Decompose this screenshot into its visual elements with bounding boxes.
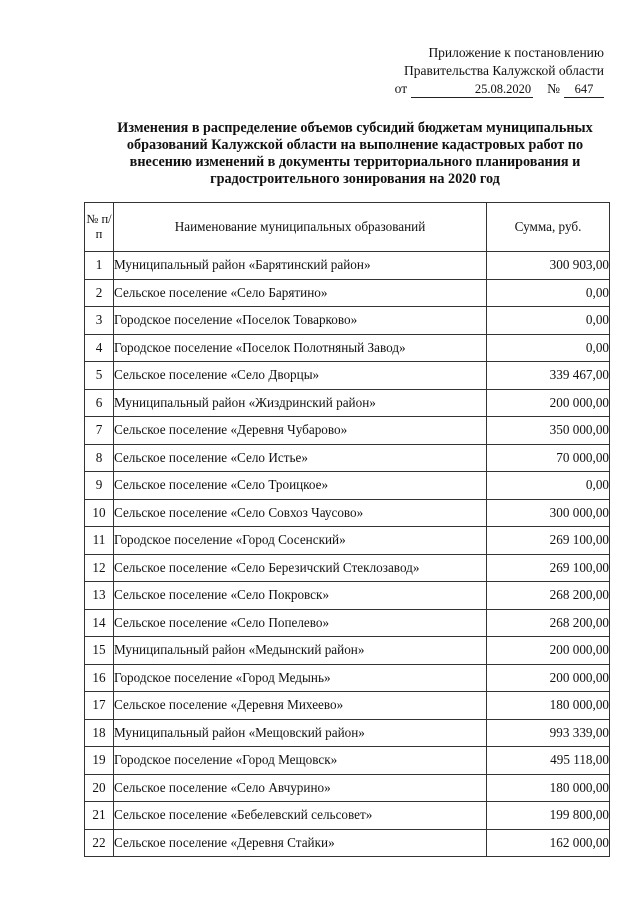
subsidy-amount: 300 000,00	[487, 499, 610, 527]
table-row	[85, 664, 610, 692]
column-header-name: Наименование муниципальных образований	[114, 203, 487, 252]
subsidy-amount: 200 000,00	[487, 637, 610, 665]
table-body	[85, 252, 610, 857]
municipality-name: Сельское поселение «Село Покровск»	[114, 582, 487, 610]
subsidy-amount: 0,00	[487, 307, 610, 335]
row-number: 20	[85, 774, 114, 802]
municipality-name: Городское поселение «Поселок Полотняный Завод»	[114, 334, 487, 362]
column-header-number: № п/п	[85, 203, 114, 252]
table-row	[85, 829, 610, 857]
row-number: 16	[85, 664, 114, 692]
row-number: 10	[85, 499, 114, 527]
municipality-name: Муниципальный район «Жиздринский район»	[114, 389, 487, 417]
column-header-sum: Сумма, руб.	[487, 203, 610, 252]
table-row	[85, 472, 610, 500]
table-row	[85, 252, 610, 280]
subsidy-amount: 350 000,00	[487, 417, 610, 445]
municipality-name: Сельское поселение «Бебелевский сельсовет»	[114, 802, 487, 830]
subsidy-amount: 268 200,00	[487, 582, 610, 610]
municipality-name: Сельское поселение «Село Истье»	[114, 444, 487, 472]
table-row	[85, 802, 610, 830]
municipality-name: Сельское поселение «Село Дворцы»	[114, 362, 487, 390]
appendix-header	[364, 44, 604, 98]
municipality-name: Сельское поселение «Деревня Михеево»	[114, 692, 487, 720]
subsidy-amount: 0,00	[487, 334, 610, 362]
municipality-name: Муниципальный район «Медынский район»	[114, 637, 487, 665]
subsidy-amount: 200 000,00	[487, 389, 610, 417]
subsidy-amount: 200 000,00	[487, 664, 610, 692]
appendix-line-2: Правительства Калужской области	[403, 63, 604, 78]
municipality-name: Городское поселение «Город Медынь»	[114, 664, 487, 692]
municipality-name: Городское поселение «Город Сосенский»	[114, 527, 487, 555]
row-number: 4	[85, 334, 114, 362]
row-number: 6	[85, 389, 114, 417]
table-row	[85, 279, 610, 307]
subsidy-amount: 300 903,00	[487, 252, 610, 280]
table-row	[85, 719, 610, 747]
row-number: 15	[85, 637, 114, 665]
municipality-name: Муниципальный район «Барятинский район»	[114, 252, 487, 280]
row-number: 2	[85, 279, 114, 307]
row-number: 13	[85, 582, 114, 610]
subsidy-amount: 495 118,00	[487, 747, 610, 775]
table-row	[85, 692, 610, 720]
subsidy-amount: 199 800,00	[487, 802, 610, 830]
row-number: 12	[85, 554, 114, 582]
municipality-name: Сельское поселение «Деревня Стайки»	[114, 829, 487, 857]
table-row	[85, 444, 610, 472]
table-row	[85, 334, 610, 362]
municipality-name: Городское поселение «Поселок Товарково»	[114, 307, 487, 335]
row-number: 7	[85, 417, 114, 445]
table-row	[85, 609, 610, 637]
row-number: 8	[85, 444, 114, 472]
document-title: Изменения в распределение объемов субсидий бюджетам муниципальных образований Калужской области на выполнение кадастровых работ по внесению изменений в документы территориального планирования и градостроительного зонирования на 2020 год	[117, 120, 593, 187]
ot-label: от	[394, 81, 408, 96]
table-row	[85, 637, 610, 665]
table-row	[85, 747, 610, 775]
row-number: 3	[85, 307, 114, 335]
subsidy-amount: 180 000,00	[487, 692, 610, 720]
subsidy-amount: 339 467,00	[487, 362, 610, 390]
municipality-name: Сельское поселение «Село Попелево»	[114, 609, 487, 637]
table-row	[85, 307, 610, 335]
municipality-name: Сельское поселение «Село Троицкое»	[114, 472, 487, 500]
row-number: 9	[85, 472, 114, 500]
subsidy-amount: 268 200,00	[487, 609, 610, 637]
subsidy-amount: 0,00	[487, 472, 610, 500]
municipality-name: Городское поселение «Город Мещовск»	[114, 747, 487, 775]
table-row	[85, 499, 610, 527]
row-number: 19	[85, 747, 114, 775]
municipality-name: Сельское поселение «Деревня Чубарово»	[114, 417, 487, 445]
municipality-name: Сельское поселение «Село Березичский Стеклозавод»	[114, 554, 487, 582]
subsidy-amount: 269 100,00	[487, 527, 610, 555]
municipality-name: Муниципальный район «Мещовский район»	[114, 719, 487, 747]
appendix-date-line	[364, 80, 604, 98]
number-sign: №	[547, 81, 560, 96]
subsidies-table	[84, 202, 610, 857]
subsidy-amount: 0,00	[487, 279, 610, 307]
municipality-name: Сельское поселение «Село Совхоз Чаусово»	[114, 499, 487, 527]
resolution-date: 25.08.2020	[411, 82, 533, 98]
row-number: 5	[85, 362, 114, 390]
table-row	[85, 527, 610, 555]
table-row	[85, 582, 610, 610]
subsidy-amount: 269 100,00	[487, 554, 610, 582]
table-row	[85, 389, 610, 417]
row-number: 18	[85, 719, 114, 747]
table-header-row	[85, 203, 610, 252]
subsidy-amount: 180 000,00	[487, 774, 610, 802]
row-number: 14	[85, 609, 114, 637]
table-row	[85, 417, 610, 445]
resolution-number: 647	[564, 82, 604, 98]
table-row	[85, 362, 610, 390]
municipality-name: Сельское поселение «Село Авчурино»	[114, 774, 487, 802]
row-number: 11	[85, 527, 114, 555]
appendix-line-1: Приложение к постановлению	[428, 45, 604, 60]
municipality-name: Сельское поселение «Село Барятино»	[114, 279, 487, 307]
subsidy-amount: 162 000,00	[487, 829, 610, 857]
subsidy-amount: 70 000,00	[487, 444, 610, 472]
table-row	[85, 554, 610, 582]
row-number: 22	[85, 829, 114, 857]
table-row	[85, 774, 610, 802]
row-number: 21	[85, 802, 114, 830]
row-number: 17	[85, 692, 114, 720]
subsidy-amount: 993 339,00	[487, 719, 610, 747]
row-number: 1	[85, 252, 114, 280]
